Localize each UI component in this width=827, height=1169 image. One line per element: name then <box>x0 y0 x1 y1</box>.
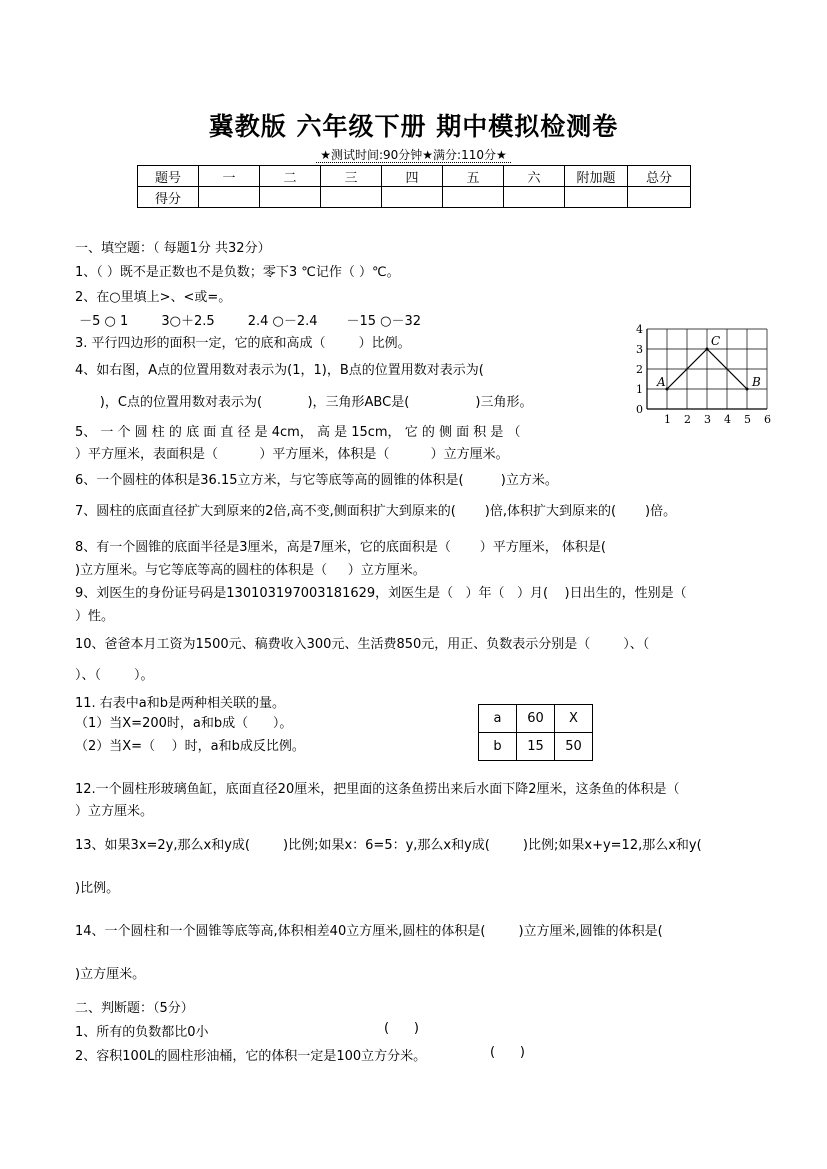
question-line: 1、（ ）既不是正数也不是负数；零下3 ℃记作（ ）℃。 <box>75 265 400 280</box>
judge-line: 1、所有的负数都比0小 <box>75 1025 209 1040</box>
score-header-cell: 五 <box>443 166 504 187</box>
x-tick-label: 3 <box>704 413 711 426</box>
coordinate-grid-figure <box>630 320 775 430</box>
question-line: 13、如果3x=2y,那么x和y成( )比例;如果x：6=5：y,那么x和y成( )比例;如果x+y=12,那么x和y( <box>75 838 702 853</box>
exam-info <box>0 146 827 163</box>
question-line: ）平方厘米，表面积是（ ）平方厘米，体积是（ ）立方厘米。 <box>75 447 509 462</box>
question-line: （2）当X=（ ）时，a和b成反比例。 <box>75 739 305 754</box>
x-tick-label: 4 <box>724 413 731 426</box>
question-line: 11. 右表中a和b是两种相关联的量。 <box>75 696 286 711</box>
page-title: 冀教版 六年级下册 期中模拟检测卷 <box>208 112 619 141</box>
x-tick-label: 5 <box>744 413 751 426</box>
score-header-cell: 一 <box>199 166 260 187</box>
question-line: 9、刘医生的身份证号码是130103197003181629，刘医生是（ ）年（ ）月( )日出生的，性别是（ <box>75 586 687 601</box>
question-line: 6、一个圆柱的体积是36.15立方米，与它等底等高的圆锥的体积是( )立方米。 <box>75 473 558 488</box>
question-line: )比例。 <box>75 881 120 896</box>
score-cell[interactable] <box>443 187 504 208</box>
score-cell[interactable] <box>199 187 260 208</box>
score-header-cell: 二 <box>260 166 321 187</box>
section2-heading: 二、判断题：（5分） <box>75 1001 194 1016</box>
score-header-cell: 六 <box>504 166 565 187</box>
y-tick-label: 2 <box>636 363 643 376</box>
score-header-cell: 题号 <box>138 166 199 187</box>
score-table <box>137 165 691 208</box>
ab-table-cell: X <box>555 705 593 733</box>
ab-table-cell: a <box>479 705 517 733</box>
question-line: 2、在○里填上>、<或=。 <box>75 290 232 305</box>
question-line: ）、（ ）。 <box>75 668 154 683</box>
question-line: )立方厘米。 <box>75 967 146 982</box>
score-table-score-row <box>138 187 691 208</box>
score-header-cell: 三 <box>321 166 382 187</box>
x-tick-label: 1 <box>664 413 671 426</box>
question-line: 8、有一个圆锥的底面半径是3厘米，高是7厘米，它的底面积是（ ）平方厘米， 体积是( <box>75 540 606 555</box>
question-line: 3. 平行四边形的面积一定，它的底和高成（ ）比例。 <box>75 336 411 351</box>
ab-table-cell: 60 <box>517 705 555 733</box>
score-cell[interactable] <box>628 187 691 208</box>
question-line: 7、圆柱的底面直径扩大到原来的2倍,高不变,侧面积扩大到原来的( )倍,体积扩大到原来的( )倍。 <box>75 504 677 519</box>
ab-table-cell: 50 <box>555 733 593 761</box>
question-line: ）立方厘米。 <box>75 804 154 819</box>
score-cell[interactable] <box>321 187 382 208</box>
point-b <box>746 388 749 391</box>
ab-table-cell: 15 <box>517 733 555 761</box>
score-cell[interactable] <box>382 187 443 208</box>
score-cell[interactable] <box>504 187 565 208</box>
question-line: 10、爸爸本月工资为1500元、稿费收入300元、生活费850元，用正、负数表示分别是（ ）、（ <box>75 637 650 652</box>
y-tick-label: 3 <box>636 343 643 356</box>
point-a <box>666 388 669 391</box>
question-line: )，C点的位置用数对表示为( )，三角形ABC是( )三角形。 <box>75 395 533 410</box>
exam-info-text: ★测试时间:90分钟★满分:110分★ <box>316 148 511 163</box>
question-line: （1）当X=200时，a和b成（ ）。 <box>75 716 293 731</box>
point-label-b: B <box>752 375 761 389</box>
question-line: 12.一个圆柱形玻璃鱼缸，底面直径20厘米，把里面的这条鱼捞出来后水面下降2厘米，这条鱼的体积是（ <box>75 782 680 797</box>
judge-line: 2、容积100L的圆柱形油桶，它的体积一定是100立方分米。 <box>75 1049 427 1064</box>
question-line: －5 ○ 1 3○＋2.5 2.4 ○－2.4 －15 ○－32 <box>75 314 421 329</box>
y-tick-label: 1 <box>636 383 643 396</box>
x-tick-label: 6 <box>764 413 771 426</box>
question-line: ）性。 <box>75 609 115 624</box>
ab-table-row <box>479 705 593 733</box>
point-label-a: A <box>657 375 666 389</box>
question-line: 14、一个圆柱和一个圆锥等底等高,体积相差40立方厘米,圆柱的体积是( )立方厘米,圆锥的体积是( <box>75 924 663 939</box>
ab-table <box>478 704 593 761</box>
y-tick-label: 4 <box>636 323 643 336</box>
score-header-cell: 附加题 <box>565 166 628 187</box>
score-cell[interactable] <box>565 187 628 208</box>
ab-table-row <box>479 733 593 761</box>
question-line: 4、如右图，A点的位置用数对表示为(1，1)，B点的位置用数对表示为( <box>75 363 484 378</box>
y-tick-label: 0 <box>636 403 643 416</box>
section1-heading: 一、填空题：（ 每题1分 共32分） <box>75 241 271 256</box>
ab-table-cell: b <box>479 733 517 761</box>
score-row-label: 得分 <box>138 187 199 208</box>
question-line: )立方厘米。与它等底等高的圆柱的体积是（ ）立方厘米。 <box>75 563 426 578</box>
judge-answer-bracket[interactable]: ( ) <box>490 1045 525 1060</box>
score-cell[interactable] <box>260 187 321 208</box>
score-table-header-row <box>138 166 691 187</box>
score-header-cell: 总分 <box>628 166 691 187</box>
x-tick-label: 2 <box>684 413 691 426</box>
score-header-cell: 四 <box>382 166 443 187</box>
question-line: 5、 一 个 圆 柱 的 底 面 直 径 是 4cm， 高 是 15cm， 它 的 侧 面 积 是 （ <box>75 425 521 440</box>
point-c <box>706 348 709 351</box>
judge-answer-bracket[interactable]: ( ) <box>384 1021 419 1036</box>
point-label-c: C <box>711 334 721 348</box>
